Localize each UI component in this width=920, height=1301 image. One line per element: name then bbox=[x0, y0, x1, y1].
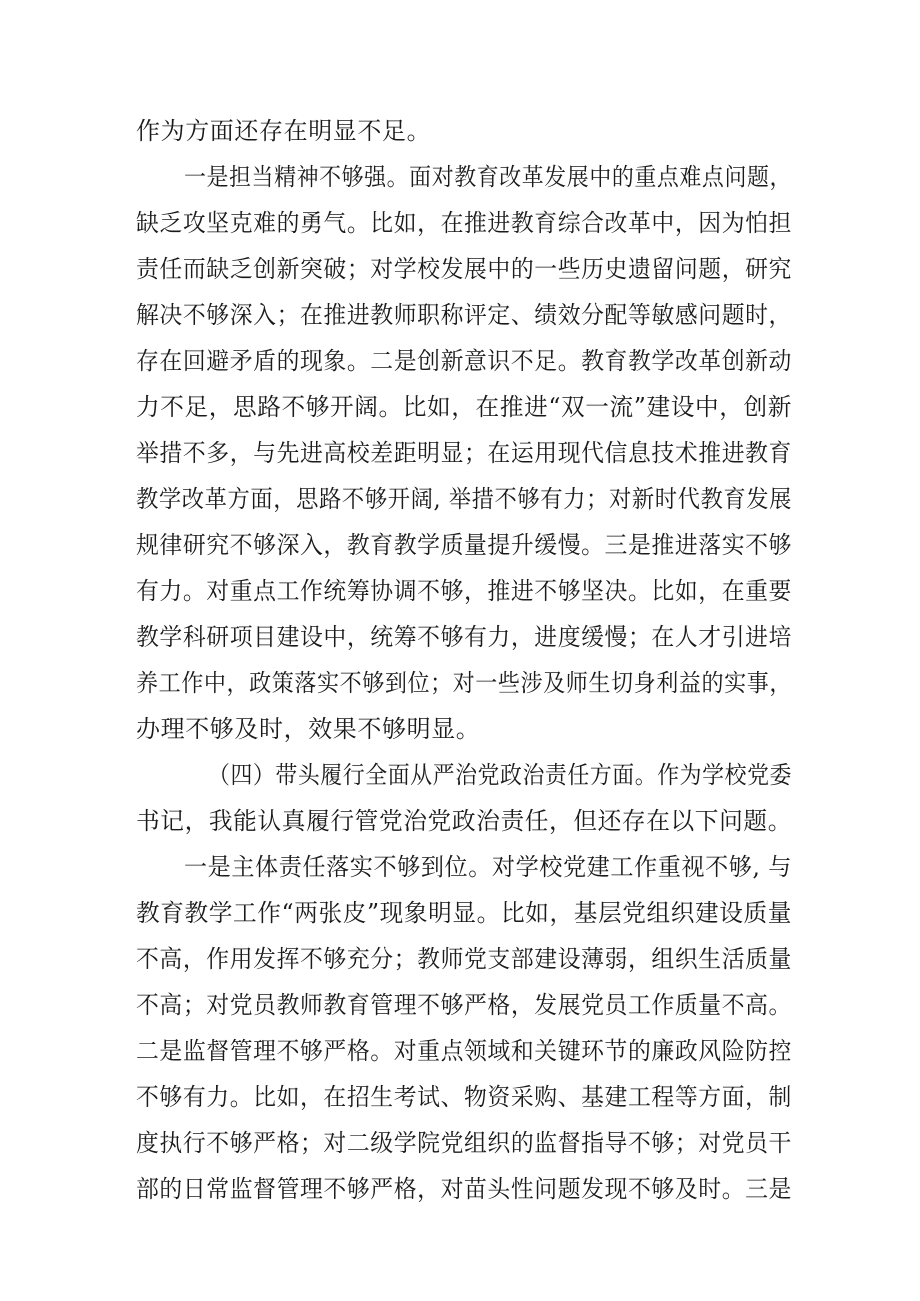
text-line: 养工作中，政策落实不够到位；对一些涉及师生切身利益的实事， bbox=[136, 669, 792, 697]
text-line: 教育教学工作“两张皮”现象明显。比如，基层党组织建设质量 bbox=[136, 899, 792, 927]
text-line: 不高，作用发挥不够充分；教师党支部建设薄弱，组织生活质量 bbox=[136, 945, 792, 973]
text-line: 部的日常监督管理不够严格，对苗头性问题发现不够及时。三是 bbox=[136, 1175, 792, 1203]
text-line: 教学科研项目建设中，统筹不够有力，进度缓慢；在人才引进培 bbox=[136, 623, 792, 651]
text-line: 度执行不够严格；对二级学院党组织的监督指导不够；对党员干 bbox=[136, 1129, 792, 1157]
text-line: 一是主体责任落实不够到位。对学校党建工作重视不够, 与 bbox=[184, 853, 792, 881]
text-line: 二是监督管理不够严格。对重点领域和关键环节的廉政风险防控 bbox=[136, 1037, 792, 1065]
body-text bbox=[136, 108, 792, 1212]
text-line: 作为方面还存在明显不足。 bbox=[136, 117, 432, 145]
text-line: 办理不够及时，效果不够明显。 bbox=[136, 715, 481, 743]
text-line: 解决不够深入；在推进教师职称评定、绩效分配等敏感问题时， bbox=[136, 301, 792, 329]
text-line: 不高；对党员教师教育管理不够严格，发展党员工作质量不高。 bbox=[136, 991, 792, 1019]
text-line: 有力。对重点工作统筹协调不够，推进不够坚决。比如，在重要 bbox=[136, 577, 792, 605]
text-line: 不够有力。比如，在招生考试、物资采购、基建工程等方面，制 bbox=[136, 1083, 792, 1111]
text-line: 举措不多，与先进高校差距明显；在运用现代信息技术推进教育 bbox=[136, 439, 792, 467]
text-line: 缺乏攻坚克难的勇气。比如，在推进教育综合改革中，因为怕担 bbox=[136, 209, 792, 237]
text-line: 一是担当精神不够强。面对教育改革发展中的重点难点问题， bbox=[184, 163, 792, 191]
text-line: 教学改革方面，思路不够开阔, 举措不够有力；对新时代教育发展 bbox=[136, 485, 792, 513]
text-line: 存在回避矛盾的现象。二是创新意识不足。教育教学改革创新动 bbox=[136, 347, 792, 375]
text-line: 责任而缺乏创新突破；对学校发展中的一些历史遗留问题，研究 bbox=[136, 255, 792, 283]
section-heading-line: （四）带头履行全面从严治党政治责任方面。作为学校党委 bbox=[208, 761, 792, 789]
text-line: 规律研究不够深入，教育教学质量提升缓慢。三是推进落实不够 bbox=[136, 531, 792, 559]
text-line: 力不足，思路不够开阔。比如，在推进“双一流”建设中，创新 bbox=[136, 393, 792, 421]
text-line: 书记，我能认真履行管党治党政治责任，但还存在以下问题。 bbox=[136, 807, 792, 835]
